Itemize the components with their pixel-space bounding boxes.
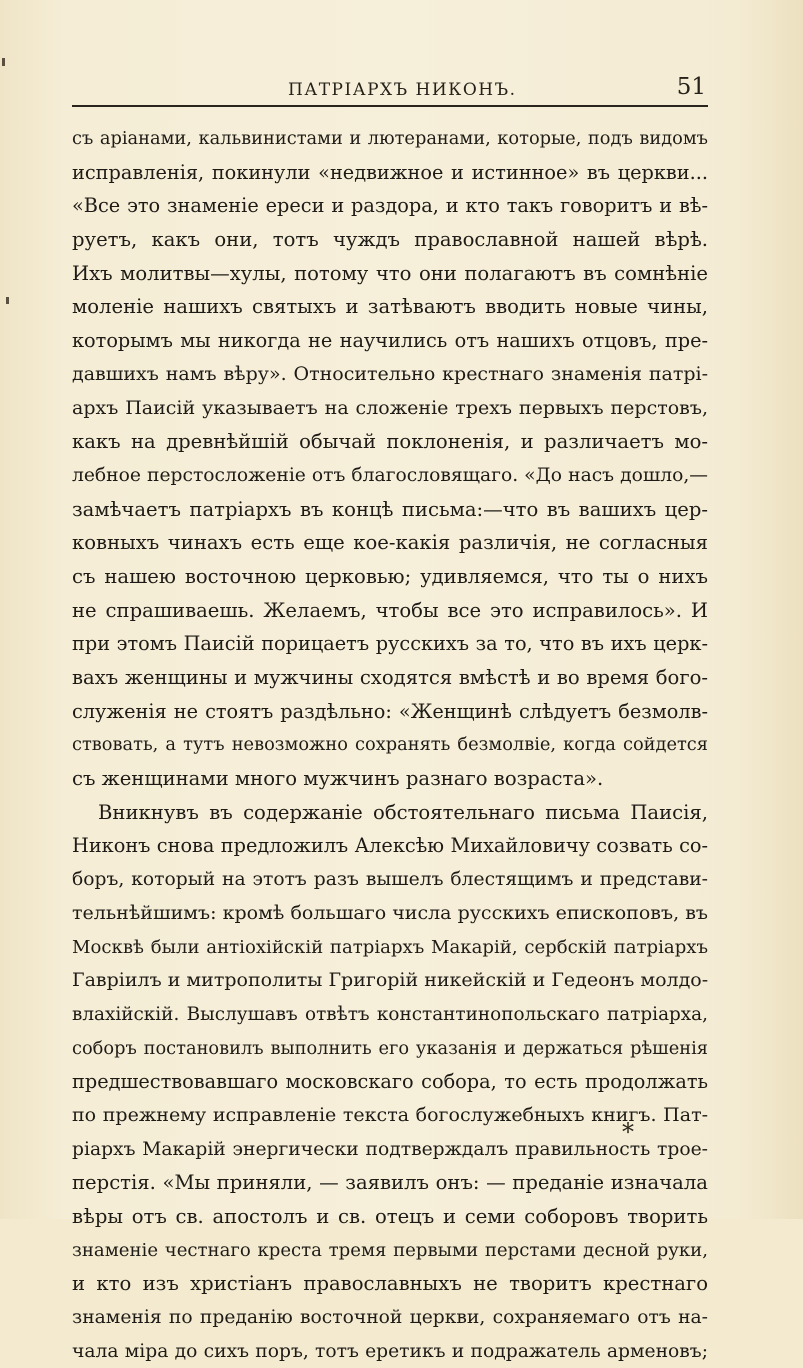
text-line: боръ, который на этотъ разъ вышелъ блестящимъ и представи-: [72, 869, 708, 891]
left-edge-mark: [2, 58, 5, 66]
text-line: не спрашиваешь. Желаемъ, чтобы все это исправилось». И: [72, 598, 708, 622]
text-line: знаменіе честнаго креста тремя первыми перстами десной руки,: [72, 1239, 708, 1261]
text-line: ковныхъ чинахъ есть еще кое-какія различія, не согласныя: [72, 531, 708, 555]
text-line: ствовать, а тутъ невозможно сохранять безмолвіе, когда сойдется: [72, 734, 708, 756]
text-line: давшихъ намъ вѣру». Относительно крестнаго знаменія патрі-: [72, 362, 708, 385]
text-line: какъ на древнѣйшій обычай поклоненія, и различаетъ мо-: [72, 430, 708, 454]
text-line: «Все это знаменіе ереси и раздора, и кто такъ говоритъ и вѣ-: [72, 194, 708, 218]
page-number: 51: [676, 74, 706, 100]
text-line: архъ Паисій указываетъ на сложеніе трехъ первыхъ перстовъ,: [72, 396, 708, 419]
body-text: [72, 122, 708, 1368]
text-line: съ нашею восточною церковью; удивляемся, что ты о нихъ: [72, 564, 708, 588]
text-line: исправленія, покинули «недвижное и истинное» въ церкви...: [72, 160, 708, 184]
text-line: ріархъ Макарій энергически подтверждалъ правильность трое-: [72, 1138, 708, 1160]
text-line: предшествовавшаго московскаго собора, то есть продолжать: [72, 1070, 708, 1094]
text-line: съ аріанами, кальвинистами и лютеранами, которые, подъ видомъ: [72, 128, 708, 149]
text-line: которымъ мы никогда не научились отъ нашихъ отцовъ, пре-: [72, 329, 708, 353]
text-line: моленіе нашихъ святыхъ и затѣваютъ вводить новые чины,: [72, 295, 708, 319]
signature-mark: *: [622, 1118, 634, 1146]
text-line: и кто изъ христіанъ православныхъ не творитъ крестнаго: [72, 1272, 708, 1296]
text-line: влахійскій. Выслушавъ отвѣтъ константинопольскаго патріарха,: [72, 1003, 708, 1025]
text-line: по прежнему исправленіе текста богослужебныхъ книгъ. Пат-: [72, 1103, 708, 1126]
text-line: тельнѣйшимъ: кромѣ большаго числа русскихъ епископовъ, въ: [72, 901, 708, 924]
text-line: Гавріилъ и митрополиты Григорій никейскій и Гедеонъ молдо-: [72, 969, 708, 992]
text-line: лебное перстосложеніе отъ благословящаго. «До насъ дошло,—: [72, 464, 708, 486]
text-line: при этомъ Паисій порицаетъ русскихъ за то, что въ ихъ церк-: [72, 632, 708, 656]
header-rule: [72, 105, 708, 107]
text-line: служенія не стоятъ раздѣльно: «Женщинѣ слѣдуетъ безмолв-: [72, 699, 708, 723]
paragraph-end-line: съ женщинами много мужчинъ разнаго возраста».: [72, 767, 604, 791]
text-line: замѣчаетъ патріархъ въ концѣ письма:—что въ вашихъ цер-: [72, 497, 708, 521]
text-line: перстія. «Мы приняли, — заявилъ онъ: — преданіе изначала: [72, 1171, 708, 1195]
paragraph-start-line: Вникнувъ въ содержаніе обстоятельнаго письма Паисія,: [98, 800, 708, 824]
text-line: соборъ постановилъ выполнить его указанія и держаться рѣшенія: [72, 1037, 708, 1059]
text-line: Москвѣ были антіохійскій патріархъ Макарій, сербскій патріархъ: [72, 936, 708, 958]
text-line: вахъ женщины и мужчины сходятся вмѣстѣ и во время бого-: [72, 666, 708, 689]
text-line: руетъ, какъ они, тотъ чуждъ православной нашей вѣрѣ.: [72, 228, 708, 252]
page-header: [72, 74, 708, 106]
text-line: Ихъ молитвы—хулы, потому что они полагаютъ въ сомнѣніе: [72, 261, 708, 285]
text-line: чала міра до сихъ поръ, тотъ еретикъ и подражатель арменовъ;: [72, 1340, 708, 1362]
text-line: Никонъ снова предложилъ Алексѣю Михайловичу созвать со-: [72, 834, 708, 858]
left-edge-mark-lower: [6, 297, 9, 304]
running-title: ПАТРІАРХЪ НИКОНЪ.: [288, 80, 517, 100]
text-line: вѣры отъ св. апостолъ и св. отецъ и семи соборовъ творить: [72, 1205, 708, 1228]
text-line: знаменія по преданію восточной церкви, сохраняемаго отъ на-: [72, 1307, 708, 1329]
